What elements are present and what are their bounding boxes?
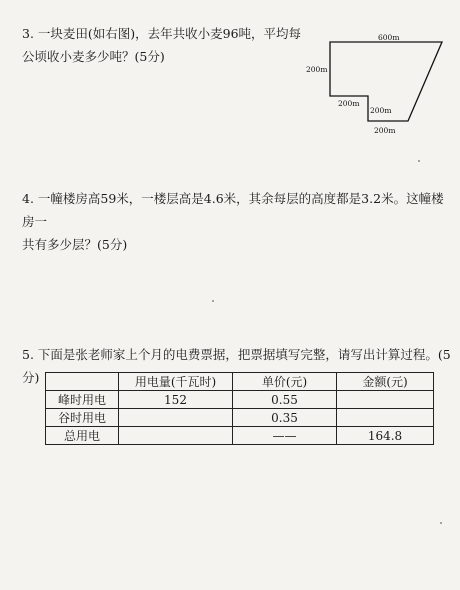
- amount-cell[interactable]: [337, 391, 434, 409]
- label-bottom: 200m: [374, 126, 396, 135]
- table-row: [46, 391, 434, 409]
- question-3-line-2: 公顷收小麦多少吨？(5分): [22, 49, 165, 64]
- header-price: 单价(元): [233, 373, 337, 391]
- question-3: [22, 22, 302, 68]
- row-label: 总用电: [46, 427, 119, 445]
- scan-speck: [418, 160, 420, 162]
- label-top: 600m: [378, 33, 400, 42]
- amount-cell[interactable]: [337, 409, 434, 427]
- scan-speck: [212, 300, 214, 302]
- label-mid-vertical: 200m: [370, 106, 392, 115]
- usage-cell[interactable]: 152: [119, 391, 233, 409]
- row-label: 谷时用电: [46, 409, 119, 427]
- price-cell: 0.55: [233, 391, 337, 409]
- price-cell: ——: [233, 427, 337, 445]
- label-mid-horizontal: 200m: [338, 99, 360, 108]
- table-row: [46, 409, 434, 427]
- wheat-field-figure: [300, 30, 460, 140]
- table-header-row: [46, 373, 434, 391]
- price-cell: 0.35: [233, 409, 337, 427]
- usage-cell[interactable]: [119, 409, 233, 427]
- question-5-line-1: 5. 下面是张老师家上个月的电费票据，把票据填写完整，请写出计算过程。(5分): [22, 347, 451, 385]
- header-amount: 金额(元): [337, 373, 434, 391]
- question-3-line-1: 3. 一块麦田(如右图)，去年共收小麦96吨，平均每: [22, 26, 302, 41]
- table-row: [46, 427, 434, 445]
- header-cell: [46, 373, 119, 391]
- row-label: 峰时用电: [46, 391, 119, 409]
- question-4: [22, 187, 450, 256]
- question-4-line-1: 4. 一幢楼房高59米，一楼层高是4.6米，其余每层的高度都是3.2米。这幢楼房一: [22, 191, 444, 229]
- electricity-bill-table: [45, 372, 434, 445]
- amount-cell: 164.8: [337, 427, 434, 445]
- header-usage: 用电量(千瓦时): [119, 373, 233, 391]
- scan-speck: [440, 522, 442, 524]
- label-left: 200m: [306, 65, 328, 74]
- usage-cell[interactable]: [119, 427, 233, 445]
- question-4-line-2: 共有多少层？(5分): [22, 237, 128, 252]
